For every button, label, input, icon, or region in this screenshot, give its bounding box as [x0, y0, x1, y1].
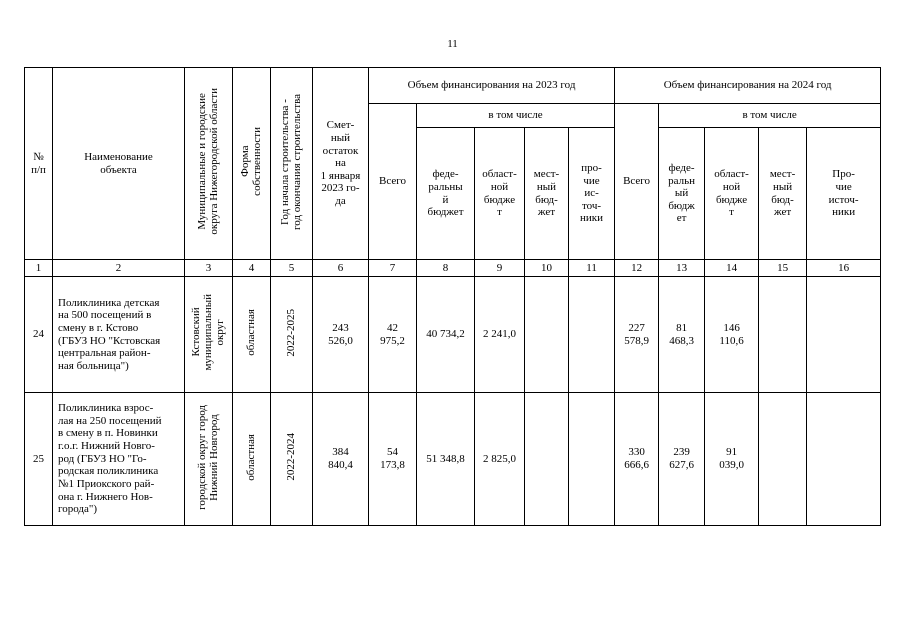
- row-estimate: 243 526,0: [313, 277, 369, 393]
- header-years-cell: [271, 68, 313, 260]
- column-number: 8: [417, 260, 475, 277]
- header-local-2024: мест- ный бюд- жет: [759, 128, 807, 260]
- column-number: 16: [807, 260, 881, 277]
- header-ownership: Форма собственности: [239, 127, 264, 197]
- row-regional-2023: 2 241,0: [475, 277, 525, 393]
- row-local-2023: [525, 277, 569, 393]
- column-number: 2: [53, 260, 185, 277]
- header-regional-2023: област- ной бюдже т: [475, 128, 525, 260]
- column-number: 5: [271, 260, 313, 277]
- header-other-2024: Про- чие источ- ники: [807, 128, 881, 260]
- row-ownership-cell: [233, 393, 271, 526]
- row-num: 25: [25, 393, 53, 526]
- row-total-2023: 42 975,2: [369, 277, 417, 393]
- header-fin-2023: Объем финансирования на 2023 год: [369, 68, 615, 104]
- header-num: № п/п: [25, 68, 53, 260]
- header-federal-2024: феде- ральн ый бюдж ет: [659, 128, 705, 260]
- column-numbers-row: [25, 260, 881, 277]
- header-federal-2023: феде- ральны й бюджет: [417, 128, 475, 260]
- row-years-cell: [271, 277, 313, 393]
- header-name: Наименование объекта: [53, 68, 185, 260]
- row-federal-2023: 40 734,2: [417, 277, 475, 393]
- row-other-2024: [807, 277, 881, 393]
- header-including-2023: в том числе: [417, 104, 615, 128]
- row-num: 24: [25, 277, 53, 393]
- table-row: [25, 277, 881, 393]
- header-municipality: Муниципальные и городские округа Нижегородской области: [196, 88, 221, 235]
- row-total-2024: 227 578,9: [615, 277, 659, 393]
- column-number: 14: [705, 260, 759, 277]
- row-municipality: Кстовский муниципальный округ: [190, 294, 227, 371]
- row-ownership: областная: [245, 309, 258, 357]
- row-local-2023: [525, 393, 569, 526]
- row-regional-2024: 91 039,0: [705, 393, 759, 526]
- row-municipality: городской округ город Нижний Новгород: [196, 404, 221, 510]
- column-number: 11: [569, 260, 615, 277]
- row-local-2024: [759, 277, 807, 393]
- row-municipality-cell: [185, 277, 233, 393]
- row-federal-2024: 81 468,3: [659, 277, 705, 393]
- column-number: 6: [313, 260, 369, 277]
- header-other-2023: про- чие ис- точ- ники: [569, 128, 615, 260]
- column-number: 9: [475, 260, 525, 277]
- row-ownership: областная: [245, 433, 258, 481]
- header-regional-2024: област- ной бюдже т: [705, 128, 759, 260]
- row-estimate: 384 840,4: [313, 393, 369, 526]
- column-number: 7: [369, 260, 417, 277]
- row-years: 2022-2025: [285, 308, 298, 357]
- row-years-cell: [271, 393, 313, 526]
- header-ownership-cell: [233, 68, 271, 260]
- row-years: 2022-2024: [285, 433, 298, 482]
- row-object-name: Поликлиника взрос- лая на 250 посещений в смену в п. Новинки г.о.г. Нижний Новго- род (ГБУЗ НО "Го- родская поликлиника №1 Приокского рай- она г. Нижнего Нов- города"): [53, 393, 185, 526]
- row-total-2023: 54 173,8: [369, 393, 417, 526]
- header-row-1: [25, 68, 881, 104]
- header-fin-2024: Объем финансирования на 2024 год: [615, 68, 881, 104]
- column-number: 10: [525, 260, 569, 277]
- construction-financing-table: [24, 67, 881, 526]
- row-ownership-cell: [233, 277, 271, 393]
- column-number: 12: [615, 260, 659, 277]
- column-number: 4: [233, 260, 271, 277]
- row-regional-2023: 2 825,0: [475, 393, 525, 526]
- row-municipality-cell: [185, 393, 233, 526]
- column-number: 3: [185, 260, 233, 277]
- row-object-name: Поликлиника детская на 500 посещений в смену в г. Кстово (ГБУЗ НО "Кстовская центральная район- ная больница"): [53, 277, 185, 393]
- header-local-2023: мест- ный бюд- жет: [525, 128, 569, 260]
- header-estimate: Смет- ный остаток на 1 января 2023 го- да: [313, 68, 369, 260]
- header-municipality-cell: [185, 68, 233, 260]
- header-years: Год начала строительства - год окончания строительства: [279, 93, 304, 230]
- column-number: 1: [25, 260, 53, 277]
- table-row: [25, 393, 881, 526]
- page-number: 11: [447, 38, 458, 50]
- column-number: 15: [759, 260, 807, 277]
- row-regional-2024: 146 110,6: [705, 277, 759, 393]
- row-total-2024: 330 666,6: [615, 393, 659, 526]
- row-other-2024: [807, 393, 881, 526]
- row-other-2023: [569, 277, 615, 393]
- row-federal-2023: 51 348,8: [417, 393, 475, 526]
- header-including-2024: в том числе: [659, 104, 881, 128]
- header-total-2023: Всего: [369, 104, 417, 260]
- row-federal-2024: 239 627,6: [659, 393, 705, 526]
- row-other-2023: [569, 393, 615, 526]
- row-local-2024: [759, 393, 807, 526]
- column-number: 13: [659, 260, 705, 277]
- header-total-2024: Всего: [615, 104, 659, 260]
